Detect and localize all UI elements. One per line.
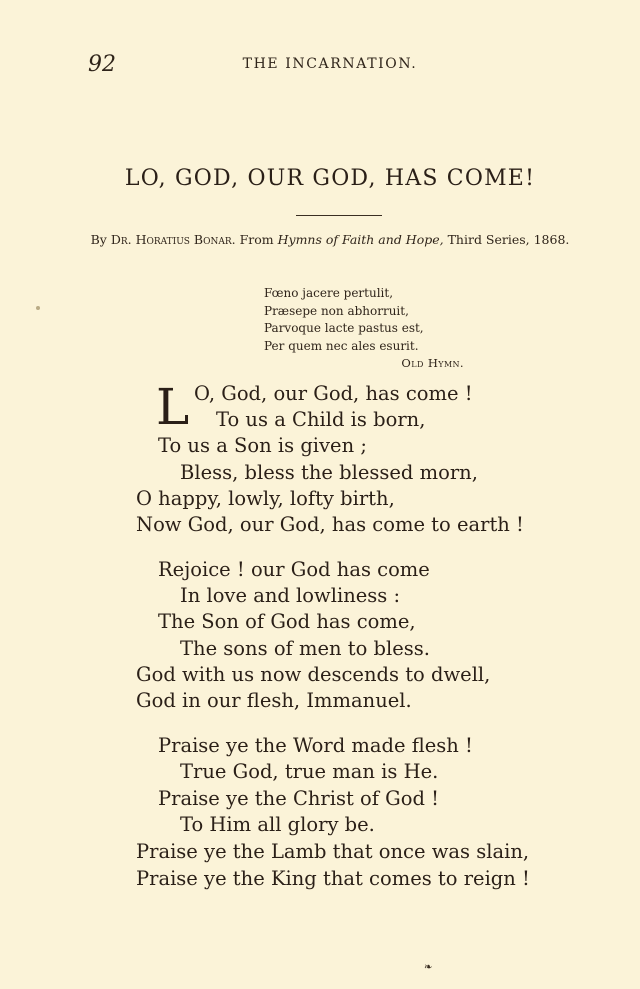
epigraph-line: Per quem nec ales esurit.: [264, 338, 419, 353]
epigraph-line: Præsepe non abhorruit,: [264, 303, 409, 318]
verse-line: God with us now descends to dwell,: [136, 663, 491, 686]
verse-line: To us a Son is given ;: [158, 434, 367, 457]
epigraph-line: Parvoque lacte pastus est,: [264, 321, 424, 336]
verse-line: Praise ye the King that comes to reign !: [136, 867, 530, 890]
running-head: THE INCARNATION.: [242, 56, 418, 72]
verse-line: O happy, lowly, lofty birth,: [136, 487, 395, 510]
verse-line: God in our flesh, Immanuel.: [136, 689, 412, 712]
epigraph-attribution: Old Hymn.: [401, 356, 464, 371]
verse-line: True God, true man is He.: [180, 760, 439, 783]
hymn-title: LO, GOD, OUR GOD, HAS COME!: [124, 166, 536, 191]
title-rule: [296, 215, 382, 216]
verse-line: The sons of men to bless.: [180, 637, 431, 660]
byline-source: Hymns of Faith and Hope,: [277, 232, 444, 247]
verse-line: To us a Child is born,: [216, 408, 426, 431]
drop-cap: L: [156, 378, 190, 436]
verse-line: The Son of God has come,: [158, 610, 416, 633]
verse-line: O, God, our God, has come !: [194, 382, 473, 405]
fleuron-icon: ❧: [424, 962, 433, 973]
verse-line: Rejoice ! our God has come: [158, 558, 430, 581]
byline-by: By: [90, 232, 107, 247]
verse-line: To Him all glory be.: [180, 813, 375, 836]
verse-line: Praise ye the Lamb that once was slain,: [136, 840, 530, 863]
verse-line: Praise ye the Christ of God !: [158, 787, 440, 810]
byline: [0, 232, 640, 247]
epigraph-line: Fœno jacere pertulit,: [264, 286, 394, 300]
byline-author: Dr. Horatius Bonar.: [110, 232, 236, 247]
page-number: 92: [88, 52, 116, 77]
paper-mark: [36, 306, 40, 310]
verse-line: Bless, bless the blessed morn,: [180, 461, 478, 484]
byline-from: From: [239, 232, 274, 247]
verse-line: Now God, our God, has come to earth !: [136, 513, 524, 536]
verse-line: Praise ye the Word made flesh !: [158, 734, 473, 757]
byline-series: Third Series, 1868.: [447, 232, 570, 247]
verse-line: In love and lowliness :: [180, 584, 401, 607]
epigraph: [264, 285, 464, 373]
